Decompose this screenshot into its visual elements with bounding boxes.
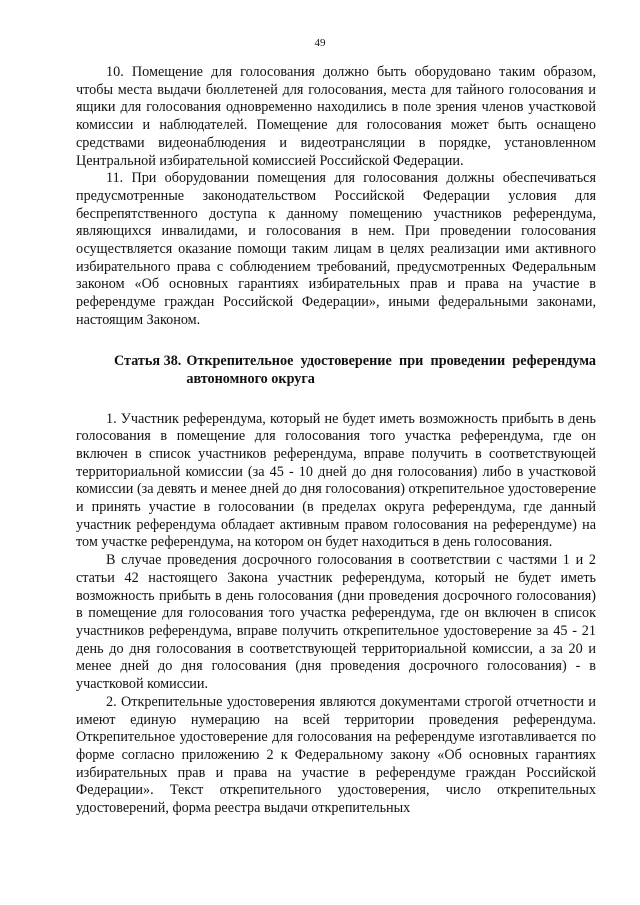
article-title: Открепительное удостоверение при проведении референдума автономного округа xyxy=(186,352,596,387)
paragraph-11: 11. При оборудовании помещения для голосования должны обеспечиваться предусмотренные законодательством Российской Федерации условия для беспрепятственного доступа к данному помещению участников референдума, являющихся инвалидами, и голосования в нем. При проведении голосования осуществляется оказание помощи таким лицам в целях реализации ими активного избирательного права с соблюдением требований, предусмотренных Федеральным законом «Об основных гарантиях избирательных прав и права на участие в референдуме граждан Российской Федерации», иными федеральными законами, настоящим Законом. xyxy=(76,170,596,328)
article-38-heading xyxy=(76,352,596,388)
paragraph-1: 1. Участник референдума, который не будет иметь возможность прибыть в день голосования в помещение для голосования того участка референдума, где он включен в список участников референдума, вправе получить в соответствующей территориальной комиссии (за 45 - 10 дней до дня голосования) либо в участковой комиссии (за девять и менее дней до дня голосования) открепительное удостоверение и принять участие в голосовании (в пределах округа референдума, где данный участник референдума обладает активным правом голосования на референдуме) на том участке референдума, на котором он будет находиться в день голосования. xyxy=(76,410,596,551)
paragraph-10: 10. Помещение для голосования должно быть оборудовано таким образом, чтобы места выдачи бюллетеней для голосования, места для тайного голосования и ящики для голосования одновременно находились в поле зрения членов участковой комиссии и наблюдателей. Помещение для голосования может быть оснащено средствами видеонаблюдения и видеотрансляции в порядке, установленном Центральной избирательной комиссией Российской Федерации. xyxy=(76,64,596,169)
paragraph-2: 2. Открепительные удостоверения являются документами строгой отчетности и имеют единую нумерацию на всей территории проведения референдума. Открепительное удостоверение для голосования на референдуме изготавливается по форме согласно приложению 2 к Федеральному закону «Об основных гарантиях избирательных прав и права на участие в референдуме граждан Российской Федерации». Текст открепительного удостоверения, число открепительных удостоверений, форма реестра выдачи открепительных xyxy=(76,693,596,817)
paragraph-early-voting: В случае проведения досрочного голосования в соответствии с частями 1 и 2 статьи 42 настоящего Закона участник референдума, который не будет иметь возможность прибыть в день голосования (дни проведения досрочного голосования) в помещение для голосования того участка референдума, где он включен в список участников референдума, вправе получить открепительное удостоверение за 45 - 21 день до дня голосования в соответствующей территориальной комиссии, а за 20 и менее дней до дня голосования (дня проведения досрочного голосования) - в участковой комиссии. xyxy=(76,552,596,693)
page-number: 49 xyxy=(314,37,326,49)
document-body xyxy=(76,64,596,818)
article-number: Статья 38. xyxy=(114,352,182,369)
